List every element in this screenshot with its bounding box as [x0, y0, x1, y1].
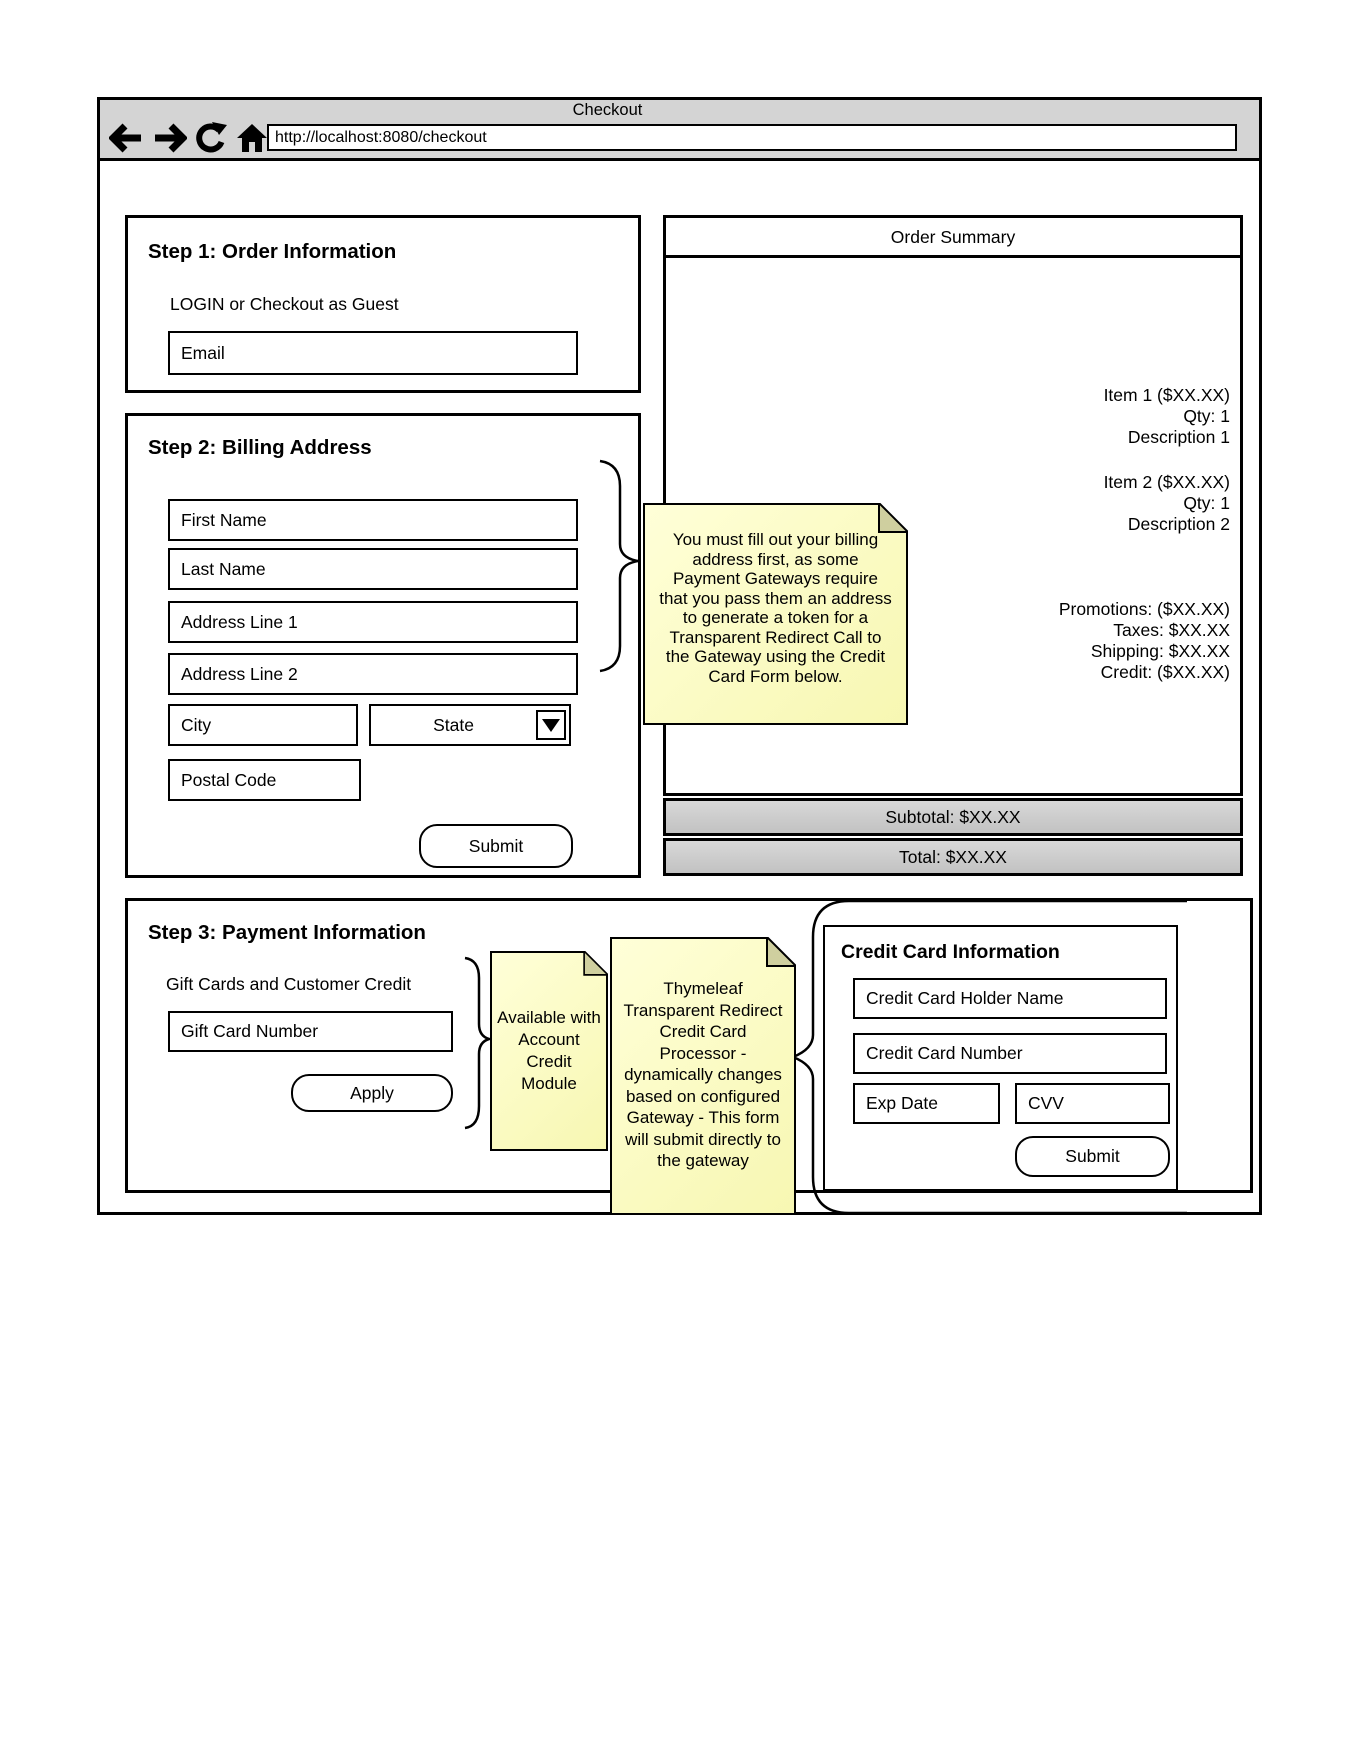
step2-billing-address-box	[125, 413, 641, 878]
forward-icon[interactable]	[152, 121, 188, 155]
gift-cards-label: Gift Cards and Customer Credit	[166, 974, 412, 994]
summary-line: Description 2	[1127, 514, 1230, 534]
postal-code-field[interactable]	[168, 759, 361, 801]
credit-card-title: Credit Card Information	[841, 941, 1060, 963]
gateway-note-text: Thymeleaf Transparent Redirect Credit Card Processor - dynamically changes based on configured Gateway - This form will submit directly to the gateway	[623, 979, 783, 1170]
state-selected-value: State	[433, 714, 474, 735]
address-line1-field[interactable]	[168, 601, 578, 643]
summary-line: Credit: ($XX.XX)	[1100, 662, 1230, 682]
city-field[interactable]	[168, 704, 358, 746]
total-bar: Total: $XX.XX	[663, 838, 1243, 876]
billing-submit-button[interactable]: Submit	[419, 824, 573, 868]
dropdown-arrow-icon	[536, 710, 566, 740]
gateway-note	[610, 937, 796, 1215]
billing-note-text: You must fill out your billing address first, as some Payment Gateways require that you pass them an address to generate a token for a Transparent Redirect Call to the Gateway using the Credit Card Form below.	[659, 530, 892, 686]
window-title: Checkout	[572, 101, 643, 119]
email-field[interactable]	[168, 331, 578, 375]
brace-pointer	[789, 897, 1191, 1217]
apply-gift-card-button[interactable]: Apply	[291, 1074, 453, 1112]
url-input[interactable]	[267, 124, 1237, 151]
address-line2-field[interactable]	[168, 653, 578, 695]
state-select[interactable]	[369, 704, 571, 746]
browser-window	[97, 97, 1262, 1215]
summary-line: Promotions: ($XX.XX)	[1058, 599, 1230, 619]
browser-chrome	[100, 100, 1259, 161]
account-credit-note	[490, 951, 608, 1151]
folded-corner-icon	[762, 937, 796, 971]
summary-line: Description 1	[1127, 427, 1230, 447]
brace-pointer	[463, 956, 491, 1130]
brace-pointer	[596, 458, 642, 674]
step2-title: Step 2: Billing Address	[148, 436, 372, 459]
summary-line: Qty: 1	[1183, 406, 1230, 426]
last-name-field[interactable]	[168, 548, 578, 590]
gift-card-number-field[interactable]	[168, 1011, 453, 1052]
step1-order-information-box	[125, 215, 641, 393]
billing-address-note	[643, 503, 908, 725]
payment-submit-button[interactable]: Submit	[1015, 1136, 1170, 1177]
step1-title: Step 1: Order Information	[148, 240, 397, 263]
back-icon[interactable]	[108, 121, 144, 155]
first-name-field[interactable]	[168, 499, 578, 541]
summary-line: Shipping: $XX.XX	[1090, 641, 1230, 661]
summary-line: Qty: 1	[1183, 493, 1230, 513]
folded-corner-icon	[580, 951, 608, 979]
refresh-icon[interactable]	[192, 121, 228, 155]
summary-line: Item 2 ($XX.XX)	[1103, 472, 1230, 492]
home-icon[interactable]	[234, 121, 270, 155]
folded-corner-icon	[874, 503, 908, 537]
step3-title: Step 3: Payment Information	[148, 921, 426, 944]
account-credit-note-text: Available with Account Credit Module	[497, 1008, 601, 1093]
subtotal-bar: Subtotal: $XX.XX	[663, 798, 1243, 836]
order-summary-title: Order Summary	[666, 218, 1240, 258]
summary-line: Item 1 ($XX.XX)	[1103, 385, 1230, 405]
summary-line: Taxes: $XX.XX	[1113, 620, 1230, 640]
login-or-guest-text: LOGIN or Checkout as Guest	[170, 294, 399, 314]
